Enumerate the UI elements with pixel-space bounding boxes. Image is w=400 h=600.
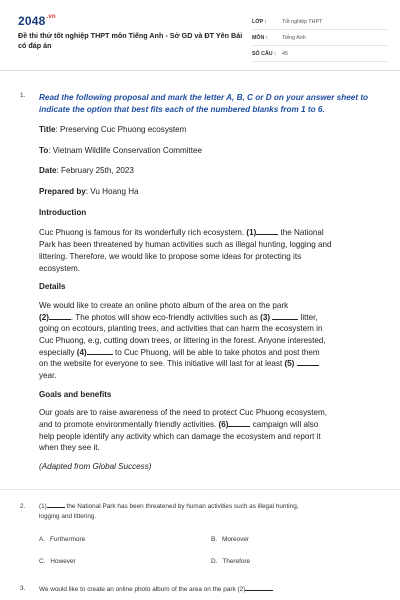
question-1 — [18, 92, 382, 115]
question-number: 2. — [20, 503, 26, 510]
question-number: 1. — [20, 92, 26, 99]
goals-line: Our goals are to raise awareness of the need to protect Cuc Phuong ecosystem, — [39, 408, 327, 418]
document-title: Đề thi thử tốt nghiệp THPT môn Tiếng Anh - Sở GD và ĐT Yên Bái có đáp án — [18, 31, 243, 50]
text: logging and littering. — [39, 512, 97, 520]
meta-row-count — [252, 46, 387, 62]
logo-suffix: .vn — [46, 14, 56, 20]
value: : Vietnam Wildlife Conservation Committee — [48, 145, 202, 155]
text: (1) — [39, 503, 47, 510]
text: . The photos will show eco-friendly activities such as — [70, 312, 261, 322]
value: : Vu Hoang Ha — [85, 187, 139, 197]
meta-row-subject — [252, 30, 387, 46]
meta-value: 45 — [282, 50, 288, 57]
blank-line — [49, 313, 71, 320]
passage-to — [39, 145, 379, 157]
intro-line: ecosystem. — [39, 263, 80, 273]
text: the National Park has been threatened by human activities such as illegal hunting, — [64, 503, 299, 510]
passage-source: (Adapted from Global Success) — [39, 462, 152, 472]
option-b[interactable] — [211, 536, 249, 543]
value: : February 25th, 2023 — [56, 166, 134, 176]
meta-key: SỐ CÂU : — [252, 50, 276, 57]
blank-line — [245, 585, 273, 591]
site-logo[interactable] — [18, 14, 56, 28]
blank-line — [87, 348, 113, 355]
details-line — [39, 358, 379, 370]
blank-number: (4) — [76, 347, 87, 357]
meta-value: Tốt nghiệp THPT — [282, 18, 323, 25]
option-text: However — [50, 558, 76, 565]
goals-line: help people identify any activity which can damage the ecosystem and report it — [39, 431, 321, 441]
details-line: We would like to create an online photo album of the area on the park — [39, 300, 289, 310]
text: on the website for everyone to see. This initiative will last for at least — [39, 359, 285, 369]
logo-text: 2048 — [18, 14, 46, 28]
page-header — [0, 0, 400, 68]
intro-line — [39, 227, 379, 239]
label: Title — [39, 125, 56, 134]
text: campaign will also — [250, 420, 319, 430]
option-c[interactable] — [39, 558, 76, 565]
blank-number: (6) — [218, 420, 229, 430]
option-a[interactable] — [39, 536, 85, 543]
blank-line — [47, 502, 65, 508]
meta-key: LỚP : — [252, 18, 267, 25]
question-instruction: Read the following proposal and mark the letter A, B, C or D on your answer sheet to indicate the option that best fits each of the numbered blanks from 1 to 6. — [39, 93, 369, 114]
text: especially — [39, 347, 77, 357]
passage-prepared-by — [39, 186, 379, 198]
blank-line — [228, 420, 250, 427]
text: to Cuc Phuong, will be able to take photos and post them — [112, 347, 320, 357]
section-divider — [0, 489, 400, 490]
intro-line: Park has been threatened by human activities such as illegal hunting, logging and — [39, 240, 332, 250]
details-line — [39, 312, 379, 324]
meta-row-class — [252, 14, 387, 30]
details-line: Cuc Phuong, e.g, cutting down trees, or littering in the forest. Anyone interested, — [39, 335, 326, 345]
value: : Preserving Cuc Phuong ecosystem — [55, 125, 187, 134]
meta-key: MÔN : — [252, 34, 268, 41]
blank-line — [297, 359, 319, 366]
option-d[interactable] — [211, 558, 250, 565]
question-3 — [18, 585, 382, 593]
text: litter, — [298, 312, 318, 322]
option-letter: D. — [211, 558, 218, 565]
blank-number: (1) — [246, 228, 257, 238]
goals-line — [39, 419, 379, 431]
question-2 — [18, 502, 382, 521]
passage-date — [39, 165, 379, 177]
text: We would like to create an online photo album of the area on the park (2) — [39, 586, 246, 593]
option-letter: B. — [211, 536, 218, 543]
option-letter: C. — [39, 558, 46, 565]
option-text: Moreover — [222, 536, 250, 543]
text: and to promote environmentally friendly activities. — [39, 420, 219, 430]
question-text — [39, 585, 382, 593]
question-text — [39, 502, 382, 521]
label: Prepared by — [39, 187, 86, 197]
header-divider — [0, 70, 400, 71]
label: Date — [39, 166, 57, 176]
goals-line: when they see it. — [39, 443, 100, 453]
details-line: going on ecotours, planting trees, and activities that can harm the ecosystem in — [39, 324, 323, 334]
passage — [39, 124, 379, 473]
blank-line — [256, 228, 278, 235]
meta-value: Tiếng Anh — [282, 34, 306, 41]
blank-number: (3) — [260, 312, 271, 322]
option-letter: A. — [39, 536, 46, 543]
details-heading: Details — [39, 282, 66, 292]
details-line: year. — [39, 371, 57, 380]
option-text: Therefore — [222, 558, 251, 565]
blank-number: (2) — [39, 312, 49, 322]
text: Cuc Phuong is famous for its wonderfully rich ecosystem. — [39, 228, 247, 238]
option-text: Furthermore — [50, 536, 86, 543]
goals-heading: Goals and benefits — [39, 389, 112, 399]
details-line — [39, 347, 379, 359]
intro-heading: Introduction — [39, 207, 87, 217]
passage-title — [39, 124, 379, 136]
text: the National — [278, 228, 324, 238]
blank-number: (5) — [284, 359, 295, 369]
blank-line — [272, 313, 298, 320]
exam-meta — [252, 14, 387, 62]
question-number: 3. — [20, 585, 26, 592]
intro-line: littering. Therefore, we would like to propose some ideas for protecting its — [39, 251, 302, 261]
label: To — [39, 145, 49, 155]
